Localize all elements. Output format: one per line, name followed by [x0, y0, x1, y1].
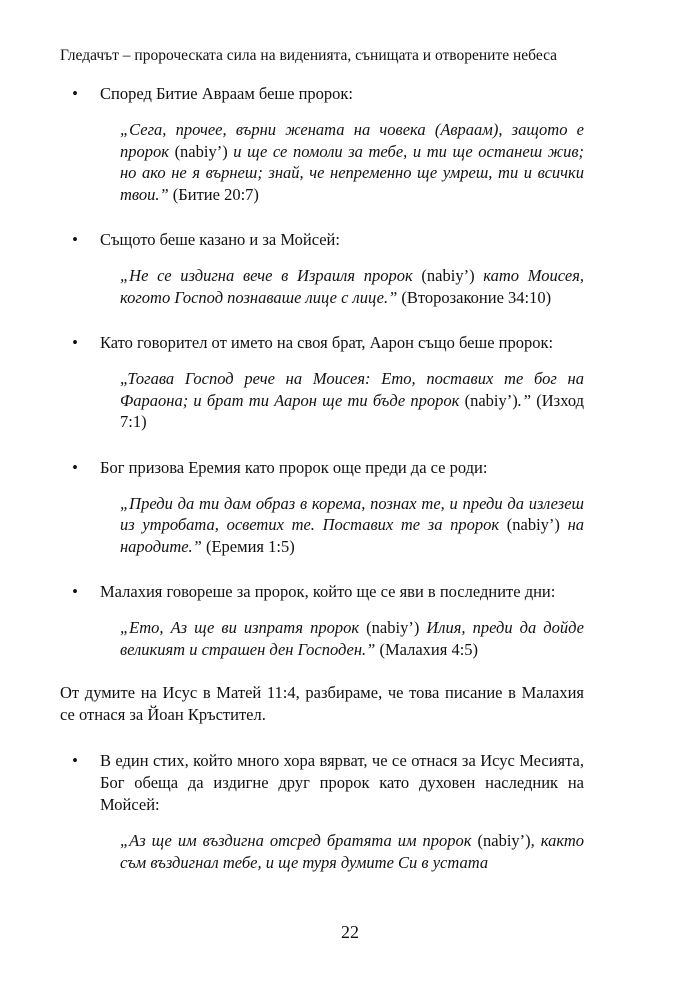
hebrew-term: (nabiy’) [366, 618, 420, 637]
hebrew-term: (nabiy’) [464, 390, 518, 410]
bullet-item [68, 581, 598, 603]
bullet-item [68, 750, 584, 816]
bullet-text: В един стих, който много хора вярват, че се отнася за Исус Месията, Бог обеща да издигне друг пророк като духовен наследник на Мойсей: [100, 751, 584, 814]
quote-text: , както съм въздигнал тебе, и ще туря думите Си в устата [120, 831, 584, 872]
quote-text: „Преди да ти дам образ в корема, познах те, и преди да излезеш из утробата, осветих те. Поставих те за пророк [120, 493, 584, 534]
scripture-reference: (Битие 20:7) [168, 184, 259, 204]
scripture-quote [120, 119, 584, 205]
section-jeremiah [68, 457, 598, 558]
quote-text: като Моисея, когото Господ познаваше лице с лице.” [120, 266, 584, 307]
bullet-text: Бог призова Еремия като пророк още преди да се роди: [100, 457, 488, 477]
hebrew-term: (nabiy’) [506, 515, 560, 534]
bullet-icon: • [72, 582, 78, 601]
page-number: 22 [341, 922, 359, 942]
scripture-quote [120, 617, 584, 660]
bullet-icon: • [72, 230, 78, 249]
scripture-quote [120, 368, 584, 433]
bullet-icon: • [72, 333, 78, 352]
scripture-reference: (Малахия 4:5) [375, 639, 479, 659]
bullet-icon: • [72, 84, 78, 103]
scripture-reference: (Изход 7:1) [120, 390, 584, 431]
scripture-reference: (Второзаконие 34:10) [397, 287, 552, 307]
body-paragraph: От думите на Исус в Матей 11:4, разбираме, че това писание в Малахия се отнася за Йоан Кръстител. [60, 683, 584, 724]
bullet-item [68, 457, 598, 479]
quote-text: „Сега, прочее, върни жената на човека (Авраам), защото е пророк [120, 120, 584, 161]
quote-text: „Ето, Аз ще ви изпратя пророк [120, 618, 367, 637]
quote-text: „Аз ще им въздигна отсред братята им пророк [120, 831, 478, 850]
scripture-quote [120, 830, 584, 873]
section-aaron [68, 332, 598, 433]
section-moses [68, 229, 598, 308]
bullet-item [68, 229, 598, 251]
scripture-reference: (Еремия 1:5) [201, 536, 295, 556]
bullet-text: Малахия говореше за пророк, който ще се яви в последните дни: [100, 582, 556, 601]
bullet-text: Като говорител от името на своя брат, Аарон също беше пророк: [100, 333, 554, 352]
quote-text: „Тогава Господ рече на Моисея: Ето, поставих те бог на Фараона; и брат ти Аарон ще ти бъде пророк [120, 369, 584, 410]
bullet-icon: • [72, 457, 78, 477]
hebrew-term: (nabiy’) [477, 831, 531, 850]
quote-text: и ще се помоли за тебе, и ти ще останеш жив; но ако не я върнеш; знай, че непременно ще умреш, ти и всички твои.” [120, 141, 584, 204]
quote-text: .” [517, 390, 532, 410]
hebrew-term: (nabiy’) [421, 266, 475, 285]
quote-text: „Не се издигна вече в Израиля пророк [120, 266, 422, 285]
quote-text: на народите.” [120, 515, 585, 556]
bullet-item [68, 83, 598, 105]
scripture-quote [120, 493, 584, 558]
section-abraham [68, 83, 598, 205]
section-moses-successor [68, 750, 598, 873]
bullet-text: Според Битие Авраам беше пророк: [100, 84, 354, 103]
bullet-text: Същото беше казано и за Мойсей: [100, 230, 340, 249]
bullet-icon: • [72, 751, 78, 770]
scripture-quote [120, 265, 584, 308]
quote-text: Илия, преди да дойде великият и страшен ден Господен.” [120, 618, 585, 659]
running-header: Гледачът – пророческата сила на виденията, сънищата и отворените небеса [60, 47, 558, 64]
section-malachi [68, 581, 598, 660]
page-body [60, 83, 598, 873]
hebrew-term: (nabiy’) [174, 141, 228, 161]
bullet-item [68, 332, 598, 354]
